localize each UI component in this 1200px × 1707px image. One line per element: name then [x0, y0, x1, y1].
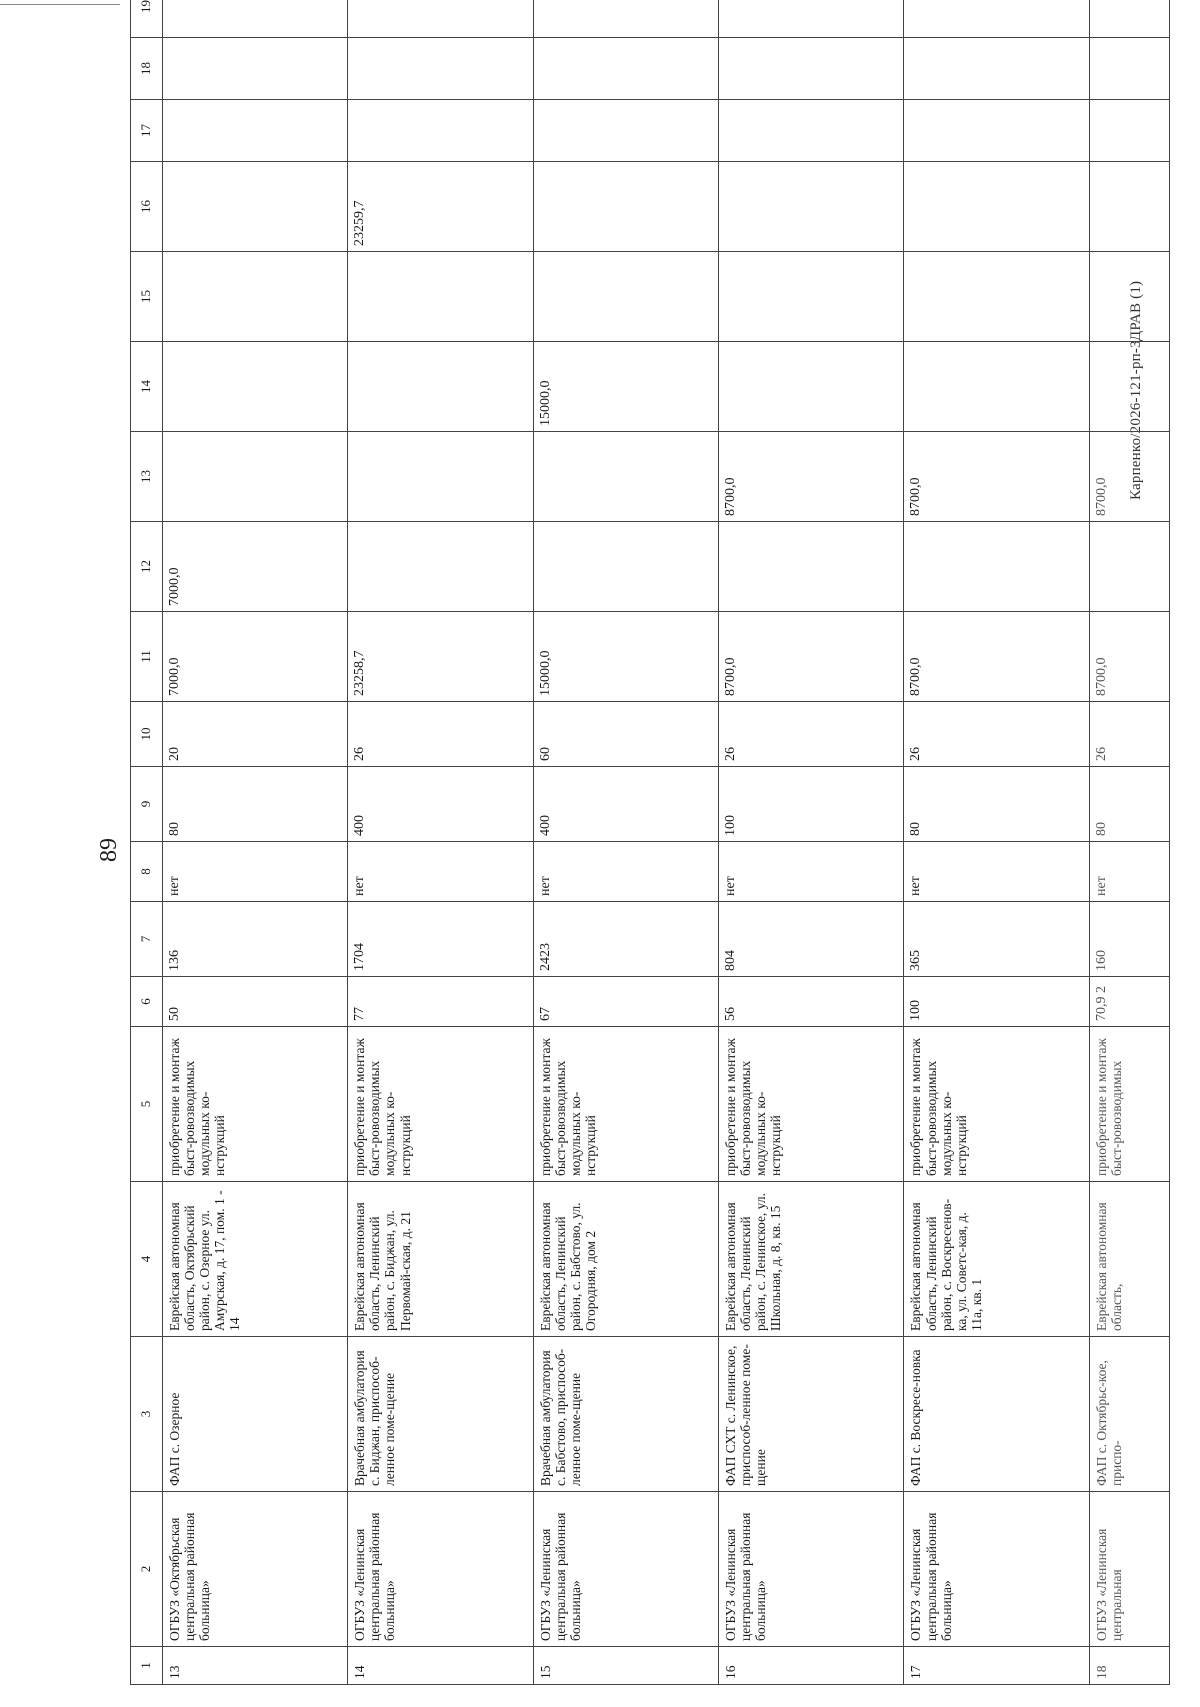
table-cell-col-11: 23258,7 — [348, 612, 533, 702]
table-cell-col-2: ОГБУЗ «Ленинская центральная районная больница» — [533, 1492, 718, 1647]
column-number-13: 13 — [131, 432, 163, 522]
table-cell-col-3: ФАП с. Октябрьс-кое, приспо- — [1089, 1337, 1169, 1492]
table-cell-col-3: ФАП с. Воскресе-новка — [904, 1337, 1089, 1492]
table-row — [162, 0, 347, 1685]
table-cell-col-15 — [162, 252, 347, 342]
table-cell-col-1: 14 — [348, 1647, 533, 1685]
table-cell-col-13 — [348, 432, 533, 522]
table-cell-col-9: 80 — [162, 767, 347, 842]
table-cell-col-2: ОГБУЗ «Ленинская центральная районная больница» — [904, 1492, 1089, 1647]
table-cell-col-10: 26 — [904, 702, 1089, 767]
table-cell-col-5: приобретение и монтаж быст-ровозводимых модульных ко-нструкций — [348, 1027, 533, 1182]
column-number-9: 9 — [131, 767, 163, 842]
table-cell-col-17 — [162, 100, 347, 162]
table-cell-col-1: 18 — [1089, 1647, 1169, 1685]
table-cell-col-11: 8700,0 — [904, 612, 1089, 702]
table-cell-col-15 — [719, 252, 904, 342]
table-cell-col-19 — [904, 0, 1089, 38]
table-cell-col-18 — [719, 38, 904, 100]
column-number-16: 16 — [131, 162, 163, 252]
table-cell-col-7: 2423 — [533, 902, 718, 977]
column-number-15: 15 — [131, 252, 163, 342]
table-cell-col-2: ОГБУЗ «Ленинская центральная районная больница» — [348, 1492, 533, 1647]
table-cell-col-14: 15000,0 — [533, 342, 718, 432]
table-cell-col-7: 804 — [719, 902, 904, 977]
table-cell-col-15 — [533, 252, 718, 342]
table-cell-col-10: 20 — [162, 702, 347, 767]
table-cell-col-6: 56 — [719, 977, 904, 1027]
table-cell-col-5: приобретение и монтаж быст-ровозводимых модульных ко-нструкций — [162, 1027, 347, 1182]
table-row — [904, 0, 1089, 1685]
page-number: 89 — [96, 838, 122, 862]
table-cell-col-14 — [1089, 342, 1169, 432]
table-cell-col-12: 7000,0 — [162, 522, 347, 612]
table-cell-col-15 — [348, 252, 533, 342]
column-number-3: 3 — [131, 1337, 163, 1492]
table-cell-col-1: 13 — [162, 1647, 347, 1685]
table-cell-col-11: 7000,0 — [162, 612, 347, 702]
table-cell-col-18 — [1089, 38, 1169, 100]
table-cell-col-2: ОГБУЗ «Октябрьская центральная районная больница» — [162, 1492, 347, 1647]
table-cell-col-12 — [719, 522, 904, 612]
table-cell-col-5: приобретение и монтаж быст-ровозводимых модульных ко-нструкций — [719, 1027, 904, 1182]
table-cell-col-17 — [533, 100, 718, 162]
table-cell-col-1: 15 — [533, 1647, 718, 1685]
table-cell-col-14 — [719, 342, 904, 432]
column-number-18: 18 — [131, 38, 163, 100]
table-cell-col-6: 100 — [904, 977, 1089, 1027]
table-cell-col-19 — [719, 0, 904, 38]
table-cell-col-16 — [162, 162, 347, 252]
data-table — [130, 0, 1170, 1685]
table-cell-col-14 — [904, 342, 1089, 432]
table-cell-col-18 — [348, 38, 533, 100]
table-cell-col-19 — [162, 0, 347, 38]
rotated-table-container — [130, 0, 1170, 1685]
table-cell-col-4: Еврейская автономная область, Ленинский район, с. Бабстово, ул. Огородняя, дом 2 — [533, 1182, 718, 1337]
table-cell-col-6: 67 — [533, 977, 718, 1027]
table-cell-col-8: нет — [719, 842, 904, 902]
table-cell-col-15 — [904, 252, 1089, 342]
table-cell-col-18 — [162, 38, 347, 100]
table-cell-col-3: ФАП СХТ с. Ленинское, приспособ-ленное поме-щение — [719, 1337, 904, 1492]
column-number-7: 7 — [131, 902, 163, 977]
table-cell-col-11: 8700,0 — [719, 612, 904, 702]
table-cell-col-2: ОГБУЗ «Ленинская центральная районная больница» — [719, 1492, 904, 1647]
table-cell-col-13: 8700,0 — [1089, 432, 1169, 522]
table-cell-col-17 — [1089, 100, 1169, 162]
table-cell-col-4: Еврейская автономная область, Октябрьский район, с. Озерное ул. Амурская, д. 17, пом. 1 - 14 — [162, 1182, 347, 1337]
column-number-12: 12 — [131, 522, 163, 612]
table-cell-col-10: 26 — [1089, 702, 1169, 767]
column-number-17: 17 — [131, 100, 163, 162]
table-cell-col-13 — [533, 432, 718, 522]
column-number-row — [131, 0, 163, 1685]
table-cell-col-7: 1704 — [348, 902, 533, 977]
table-cell-col-3: Врачебная амбулатория с. Бабстово, приспособ-ленное поме-щение — [533, 1337, 718, 1492]
table-cell-col-19 — [1089, 0, 1169, 38]
table-cell-col-3: Врачебная амбулатория с. Биджан, приспособ-ленное поме-щение — [348, 1337, 533, 1492]
table-cell-col-6: 70,9 2 — [1089, 977, 1169, 1027]
table-cell-col-16: 23259,7 — [348, 162, 533, 252]
table-cell-col-9: 400 — [348, 767, 533, 842]
table-cell-col-8: нет — [348, 842, 533, 902]
table-cell-col-8: нет — [533, 842, 718, 902]
table-cell-col-17 — [348, 100, 533, 162]
table-cell-col-11: 8700,0 — [1089, 612, 1169, 702]
table-cell-col-9: 400 — [533, 767, 718, 842]
table-cell-col-18 — [904, 38, 1089, 100]
table-cell-col-5: приобретение и монтаж быст-ровозводимых — [1089, 1027, 1169, 1182]
column-number-8: 8 — [131, 842, 163, 902]
table-cell-col-12 — [904, 522, 1089, 612]
table-row — [348, 0, 533, 1685]
table-cell-col-13: 8700,0 — [904, 432, 1089, 522]
table-cell-col-8: нет — [162, 842, 347, 902]
table-cell-col-16 — [533, 162, 718, 252]
column-number-5: 5 — [131, 1027, 163, 1182]
table-cell-col-2: ОГБУЗ «Ленинская центральная — [1089, 1492, 1169, 1647]
table-cell-col-16 — [1089, 162, 1169, 252]
table-cell-col-6: 77 — [348, 977, 533, 1027]
table-cell-col-18 — [533, 38, 718, 100]
column-number-6: 6 — [131, 977, 163, 1027]
table-cell-col-12 — [348, 522, 533, 612]
column-number-19: 19 — [131, 0, 163, 38]
table-cell-col-1: 17 — [904, 1647, 1089, 1685]
table-cell-col-7: 365 — [904, 902, 1089, 977]
table-cell-col-13: 8700,0 — [719, 432, 904, 522]
table-cell-col-19 — [348, 0, 533, 38]
table-cell-col-17 — [904, 100, 1089, 162]
table-row — [719, 0, 904, 1685]
table-cell-col-4: Еврейская автономная область, Ленинский район, с. Воскресенов-ка, ул. Советс-кая, д. 11а, кв. 1 — [904, 1182, 1089, 1337]
table-cell-col-3: ФАП с. Озерное — [162, 1337, 347, 1492]
table-cell-col-15 — [1089, 252, 1169, 342]
column-number-11: 11 — [131, 612, 163, 702]
table-cell-col-8: нет — [1089, 842, 1169, 902]
table-cell-col-10: 26 — [348, 702, 533, 767]
table-row — [1089, 0, 1169, 1685]
table-row — [533, 0, 718, 1685]
table-cell-col-6: 50 — [162, 977, 347, 1027]
table-cell-col-16 — [904, 162, 1089, 252]
table-cell-col-9: 100 — [719, 767, 904, 842]
table-cell-col-9: 80 — [1089, 767, 1169, 842]
table-cell-col-17 — [719, 100, 904, 162]
column-number-4: 4 — [131, 1182, 163, 1337]
table-cell-col-12 — [533, 522, 718, 612]
table-cell-col-8: нет — [904, 842, 1089, 902]
table-cell-col-4: Еврейская автономная область, — [1089, 1182, 1169, 1337]
table-cell-col-19 — [533, 0, 718, 38]
scan-edge-line — [0, 4, 120, 5]
column-number-1: 1 — [131, 1647, 163, 1685]
table-cell-col-1: 16 — [719, 1647, 904, 1685]
table-cell-col-7: 160 — [1089, 902, 1169, 977]
table-cell-col-9: 80 — [904, 767, 1089, 842]
document-code: Карпенко/2026-121-рп-ЗДРАВ (1) — [1128, 280, 1144, 500]
column-number-14: 14 — [131, 342, 163, 432]
table-cell-col-5: приобретение и монтаж быст-ровозводимых модульных ко-нструкций — [533, 1027, 718, 1182]
table-cell-col-4: Еврейская автономная область, Ленинский район, с. Биджан, ул. Первомай-ская, д. 21 — [348, 1182, 533, 1337]
column-number-10: 10 — [131, 702, 163, 767]
column-number-2: 2 — [131, 1492, 163, 1647]
table-body — [131, 0, 1170, 1685]
table-cell-col-16 — [719, 162, 904, 252]
table-cell-col-5: приобретение и монтаж быст-ровозводимых модульных ко-нструкций — [904, 1027, 1089, 1182]
table-cell-col-13 — [162, 432, 347, 522]
table-cell-col-14 — [162, 342, 347, 432]
table-cell-col-12 — [1089, 522, 1169, 612]
table-cell-col-11: 15000,0 — [533, 612, 718, 702]
table-cell-col-10: 60 — [533, 702, 718, 767]
table-cell-col-4: Еврейская автономная область, Ленинский район, с. Ленинское, ул. Школьная, д. 8, кв. 15 — [719, 1182, 904, 1337]
table-cell-col-14 — [348, 342, 533, 432]
table-cell-col-10: 26 — [719, 702, 904, 767]
table-cell-col-7: 136 — [162, 902, 347, 977]
